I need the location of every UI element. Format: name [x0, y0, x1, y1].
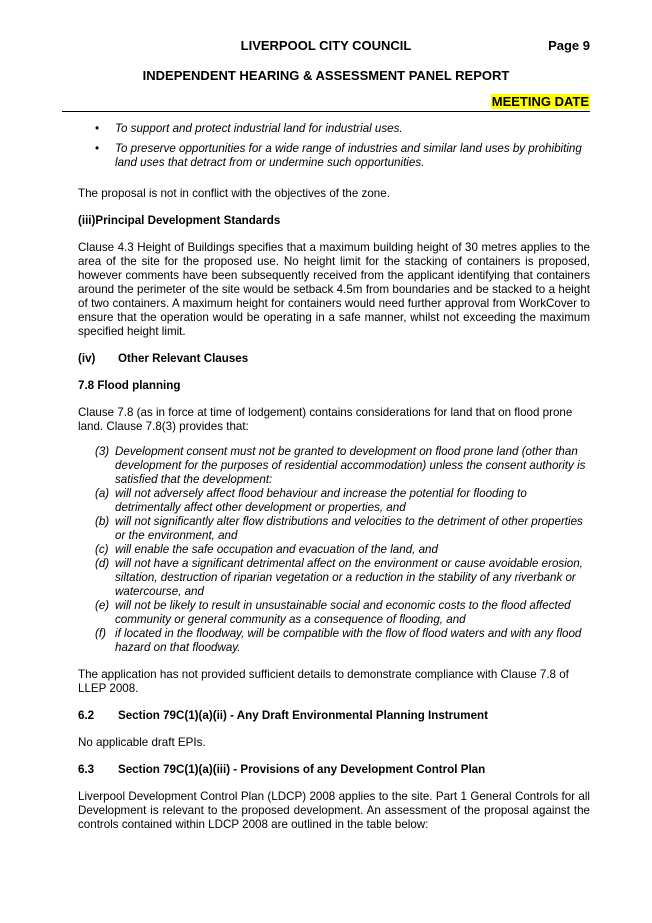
principal-heading: Principal Development Standards: [95, 214, 281, 227]
principal-standards-text: Clause 4.3 Height of Buildings specifies that a maximum building height of 30 metres applies to the area of the site for the proposed use. No height limit for the stacking of containers is proposed, however comments have been subsequently received from the applicant identifying that containers around the perimeter of the site would be setback 4.5m from boundaries and be stacked to a height of two containers. A maximum height for containers would need further approval from WorkCover to ensure that the operation would be operating in a safe manner, whilst not exceeding the maximum specified height limit.: [78, 241, 590, 338]
section-6-2-text: No applicable draft EPIs.: [78, 736, 206, 749]
objective-bullet: [78, 142, 590, 170]
report-title: INDEPENDENT HEARING & ASSESSMENT PANEL REPORT: [142, 68, 510, 83]
other-num: (iv): [78, 352, 96, 365]
other-clauses-heading: [78, 352, 590, 366]
list-item: (d) will not have a significant detrimental affect on the environment or cause avoidable erosion, siltation, destruction of riparian vegetation or a reduction in the stability of any riverbank or watercourse, and: [95, 557, 583, 598]
objective-text: To support and protect industrial land for industrial uses.: [115, 122, 403, 135]
body-content: [78, 122, 590, 832]
section-6-3-text: Liverpool Development Control Plan (LDCP) 2008 applies to the site. Part 1 General Controls for all Development is relevant to the proposed development. An assessment of the proposal against the controls contained within LDCP 2008 are outlined in the table below:: [78, 790, 590, 831]
flood-planning-heading: 7.8 Flood planning: [78, 379, 181, 392]
list-item: (b) will not significantly alter flow distributions and velocities to the detriment of other properties or the environment, and: [95, 515, 583, 542]
bullet-icon: •: [95, 142, 100, 155]
zone-statement: The proposal is not in conflict with the objectives of the zone.: [78, 187, 390, 200]
other-heading: Other Relevant Clauses: [118, 352, 249, 365]
list-item: (a) will not adversely affect flood behaviour and increase the potential for flooding to detrimentally affect other development or properties, and: [95, 487, 527, 514]
principal-standards-heading: [78, 214, 590, 228]
header-divider: [62, 111, 590, 112]
council-name: LIVERPOOL CITY COUNCIL: [240, 38, 412, 53]
objective-text: To preserve opportunities for a wide range of industries and similar land uses by prohibiting land uses that detract from or undermine such opportunities.: [115, 142, 582, 169]
section-6-2-heading: 6.2 Section 79C(1)(a)(ii) - Any Draft Environmental Planning Instrument: [78, 709, 488, 722]
page-number: Page 9: [548, 38, 590, 53]
section-6-3-heading: 6.3 Section 79C(1)(a)(iii) - Provisions of any Development Control Plan: [78, 763, 486, 776]
flood-conclusion: The application has not provided sufficient details to demonstrate compliance with Clause 7.8 of LLEP 2008.: [78, 668, 569, 695]
list-item: (3) Development consent must not be granted to development on flood prone land (other than development for the purposes of residential accommodation) unless the consent authority is satisfied that the development:: [95, 445, 586, 486]
principal-num: (iii): [78, 214, 96, 227]
meeting-date-highlight: MEETING DATE: [491, 94, 589, 109]
bullet-icon: •: [95, 122, 100, 135]
flood-clause-list: [78, 445, 590, 655]
flood-intro: Clause 7.8 (as in force at time of lodgement) contains considerations for land that on flood prone land. Clause 7.8(3) provides that:: [78, 406, 573, 433]
list-item: (f) if located in the floodway, will be compatible with the flow of flood waters and with any flood hazard on that floodway.: [95, 627, 582, 654]
list-item: (c) will enable the safe occupation and evacuation of the land, and: [95, 543, 438, 556]
objective-bullet: [78, 122, 590, 136]
list-item: (e) will not be likely to result in unsustainable social and economic costs to the flood affected community or general community as a consequence of flooding, and: [95, 599, 571, 626]
